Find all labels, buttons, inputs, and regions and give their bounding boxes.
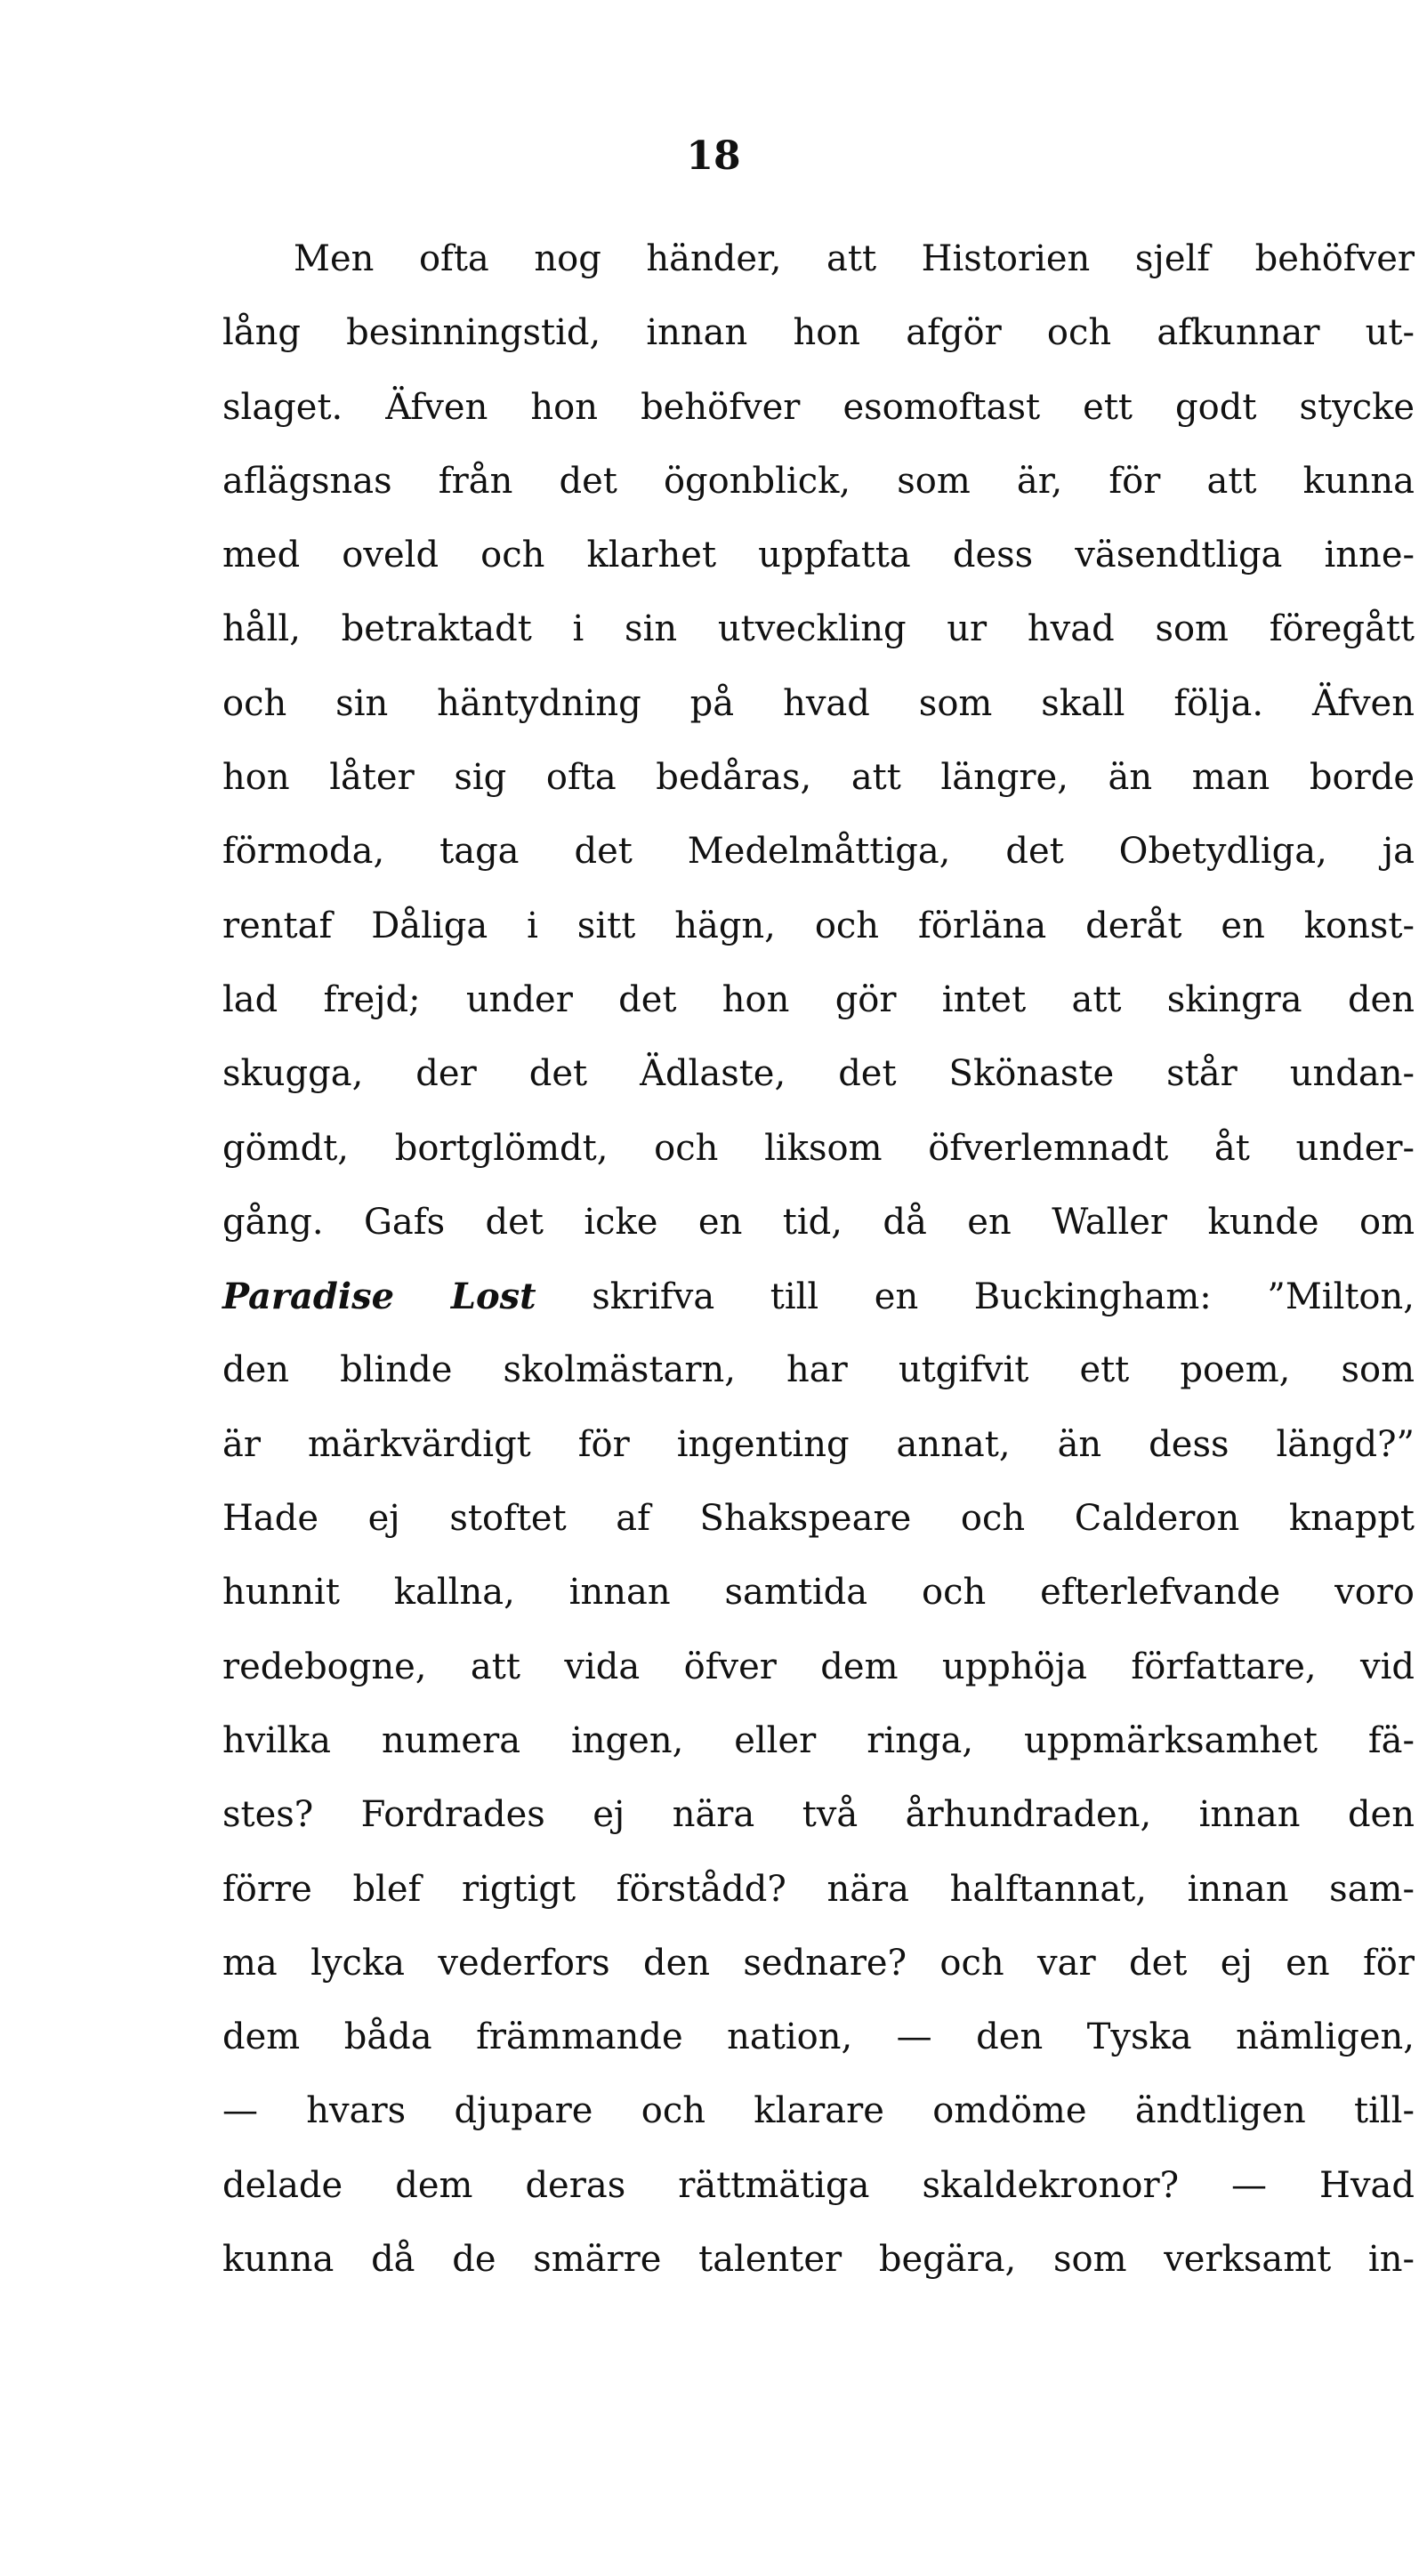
text-line-28: kunna då de smärre talenter begära, som verksamt in- [222, 2239, 1415, 2281]
text-line-23: förre blef rigtigt förstådd? nära halftannat, innan sam- [222, 1868, 1415, 1910]
text-line-20: redebogne, att vida öfver dem upphöja författare, vid [222, 1646, 1415, 1687]
text-line-16: den blinde skolmästarn, har utgifvit ett poem, som [222, 1349, 1415, 1391]
text-line-4: aflägsnas från det ögonblick, som är, för att kunna [222, 460, 1415, 502]
text-line-11: lad frejd; under det hon gör intet att skingra den [222, 978, 1415, 1020]
text-line-15-rest: skrifva till en Buckingham: ”Milton, [536, 1276, 1415, 1318]
body-text [222, 222, 1415, 2297]
text-line-25: dem båda främmande nation, — den Tyska nämligen, [222, 2017, 1415, 2058]
text-line-14: gång. Gafs det icke en tid, då en Waller kunde om [222, 1201, 1415, 1243]
text-line-8: hon låter sig ofta bedåras, att längre, än man borde [222, 757, 1415, 799]
text-line-22: stes? Fordrades ej nära två århundraden, innan den [222, 1794, 1415, 1836]
text-line-9: förmoda, taga det Medelmåttiga, det Obetydliga, ja [222, 831, 1415, 873]
text-line-1: Men ofta nog händer, att Historien sjelf behöfver [294, 238, 1415, 279]
text-line-7: och sin häntydning på hvad som skall följa. Äfven [222, 682, 1415, 724]
text-line-24: ma lycka vederfors den sednare? och var det ej en för [222, 1942, 1415, 1984]
text-line-27: delade dem deras rättmätiga skaldekronor? — Hvad [222, 2164, 1415, 2206]
text-line-21: hvilka numera ingen, eller ringa, uppmärksamhet fä- [222, 1719, 1415, 1761]
text-line-17: är märkvärdigt för ingenting annat, än dess längd?” [222, 1423, 1415, 1465]
text-line-5: med oveld och klarhet uppfatta dess väsendtliga inne- [222, 535, 1415, 576]
text-line-15 [222, 1260, 1415, 1333]
page-number: 18 [686, 133, 741, 179]
text-line-3: slaget. Äfven hon behöfver esomoftast ett godt stycke [222, 386, 1415, 428]
text-line-2: lång besinningstid, innan hon afgör och afkunnar ut- [222, 312, 1415, 354]
text-line-6: håll, betraktadt i sin utveckling ur hvad som föregått [222, 608, 1415, 650]
text-line-26: — hvars djupare och klarare omdöme ändtligen till- [222, 2090, 1415, 2132]
text-line-13: gömdt, bortglömdt, och liksom öfverlemnadt åt under- [222, 1127, 1415, 1169]
book-title-paradise-lost: Paradise Lost [222, 1276, 536, 1318]
text-line-10: rentaf Dåliga i sitt hägn, och förläna deråt en konst- [222, 905, 1415, 946]
text-line-12: skugga, der det Ädlaste, det Skönaste står undan- [222, 1053, 1415, 1095]
text-line-19: hunnit kallna, innan samtida och efterlefvande voro [222, 1572, 1415, 1614]
text-line-18: Hade ej stoftet af Shakspeare och Calderon knappt [222, 1498, 1415, 1540]
